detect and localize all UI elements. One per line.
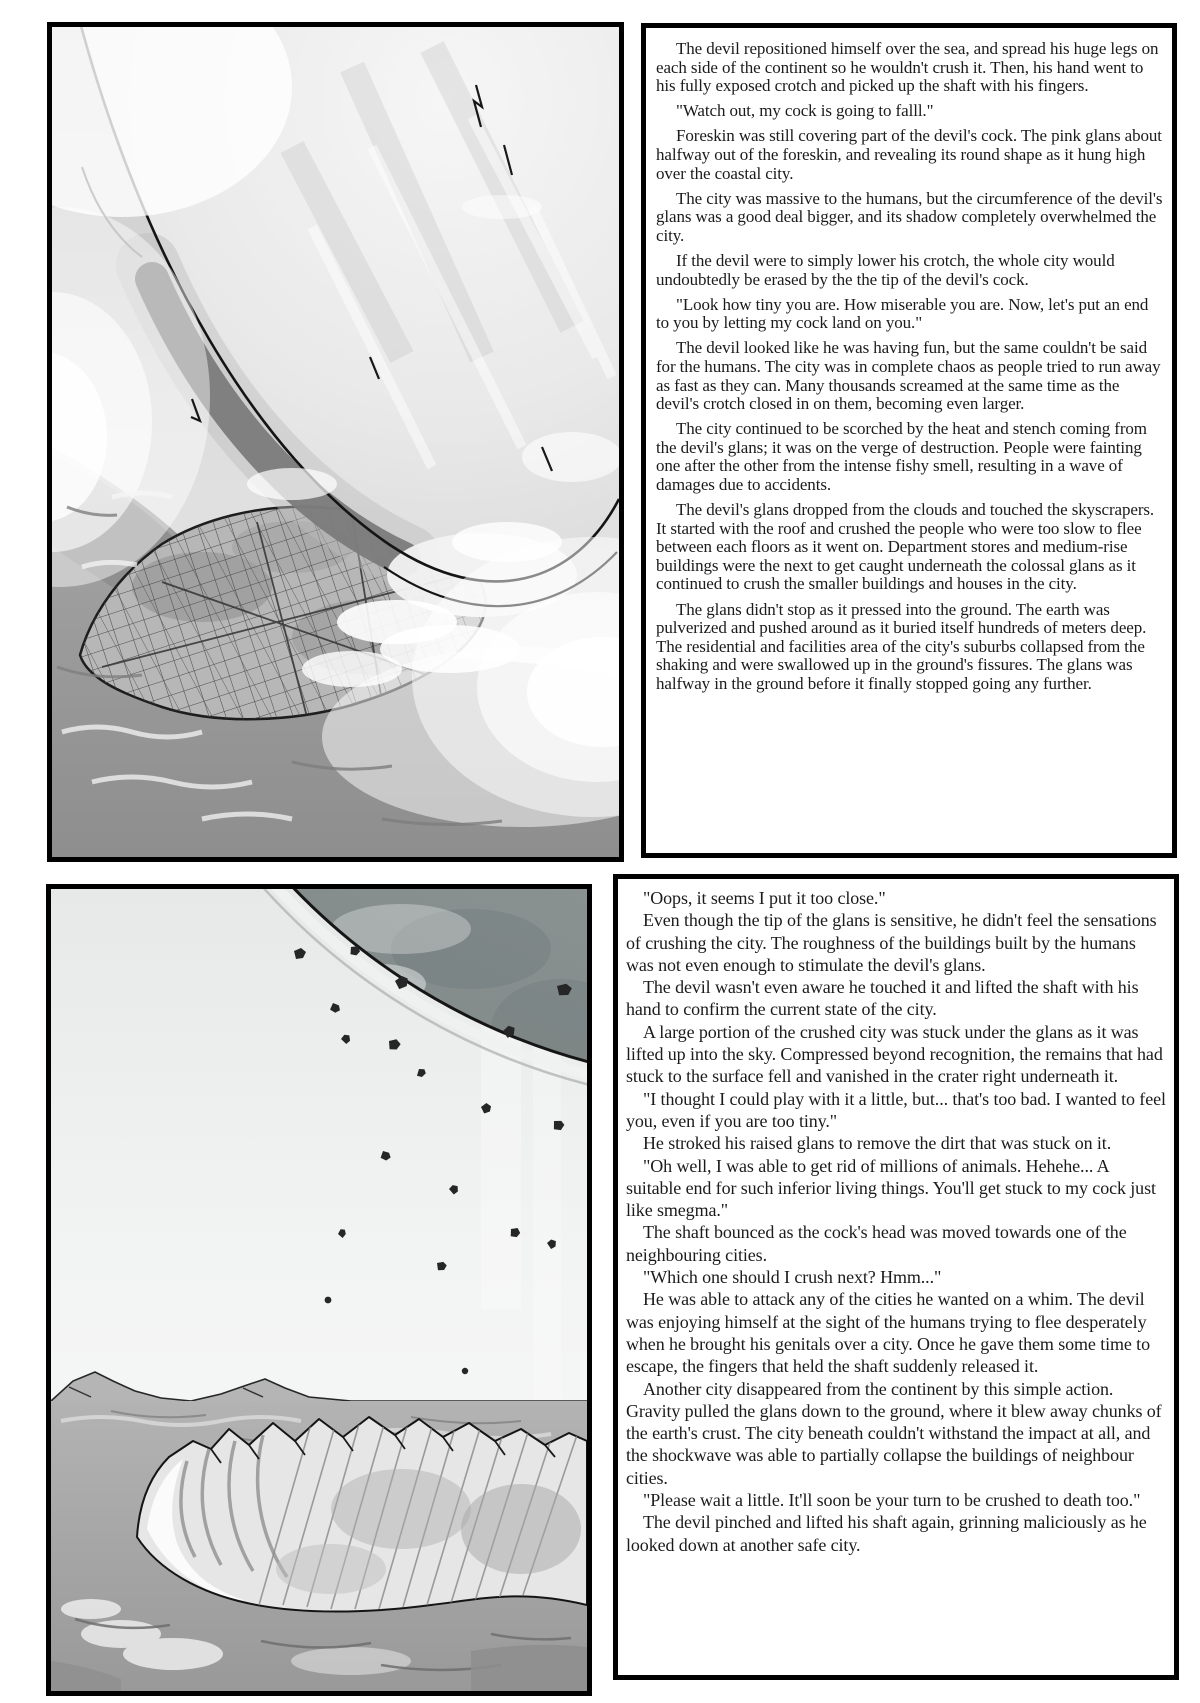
story-text-panel-bottom [613, 874, 1179, 1680]
story-paragraph: The glans didn't stop as it pressed into the ground. The earth was pulverized and pushed around as it buried itself hundreds of meters deep. The residential and facilities area of the city's suburbs collapsed from the shaking and were swallowed up in the ground's fissures. The glans was halfway in the ground before it finally stopped going any further. [656, 599, 1147, 693]
story-paragraph: The devil wasn't even aware he touched it and lifted the shaft with his hand to confirm the current state of the city. [626, 977, 1139, 1020]
illustration-panel-glans-over-city [47, 22, 624, 862]
story-paragraph: He stroked his raised glans to remove the dirt that was stuck on it. [643, 1133, 1112, 1154]
glans-over-city-illustration [52, 27, 619, 857]
story-paragraph: Even though the tip of the glans is sensitive, he didn't feel the sensations of crushing the city. The roughness of the buildings built by the humans was not even enough to stimulate the devil's glans. [626, 910, 1157, 975]
story-text-bottom [618, 879, 1174, 1675]
tsunami-wave [137, 1417, 587, 1612]
story-paragraph: He was able to attack any of the cities he wanted on a whim. The devil was enjoying himself at the sight of the humans trying to flee desperately when he brought his genitals over a city. Once he gave them some time to escape, the fingers that held the shaft suddenly released it. [626, 1289, 1150, 1377]
story-paragraph: If the devil were to simply lower his crotch, the whole city would undoubtedly be erased by the the tip of the devil's cock. [656, 250, 1115, 289]
story-paragraph: Foreskin was still covering part of the devil's cock. The pink glans about halfway out of the foreskin, and revealing its round shape as it hung high over the coastal city. [656, 126, 1162, 183]
story-paragraph: The devil repositioned himself over the sea, and spread his huge legs on each side of the continent so he wouldn't crush it. Then, his hand went to his fully exposed crotch and picked up the shaft with his fingers. [656, 39, 1159, 96]
story-paragraph: The devil's glans dropped from the clouds and touched the skyscrapers. It started with the roof and crushed the people who were too slow to flee between each floors as it went on. Department stores and medium-rise buildings were the next to get caught underneath the colossal glans as it continued to crush the smaller buildings and houses in the city. [656, 500, 1155, 594]
story-text-panel-top [641, 23, 1177, 858]
illustration-panel-lifted-glans-crater [46, 884, 592, 1696]
story-paragraph: "Watch out, my cock is going to falll." [676, 101, 934, 121]
story-paragraph: The devil pinched and lifted his shaft again, grinning maliciously as he looked down at another safe city. [626, 1512, 1147, 1555]
story-paragraph: "Please wait a little. It'll soon be your turn to be crushed to death too." [643, 1490, 1141, 1511]
story-paragraph: The devil looked like he was having fun, but the same couldn't be said for the humans. The city was in complete chaos as people tried to run away as fast as they can. Many thousands screamed at the same time as the devil's crotch closed in on them, becoming even larger. [656, 338, 1161, 414]
story-paragraph: "Oops, it seems I put it too close." [643, 888, 886, 908]
story-paragraph: The city continued to be scorched by the heat and stench coming from the devil's glans; it was on the verge of destruction. People were fainting one after the other from the intense fishy smell, resulting in a wave of damages due to accidents. [656, 419, 1147, 494]
story-paragraph: "Look how tiny you are. How miserable you are. Now, let's put an end to you by letting my cock land on you." [656, 294, 1149, 333]
story-paragraph: The city was massive to the humans, but the circumference of the devil's glans was a good deal bigger, and its shadow completely overwhelmed the city. [656, 188, 1163, 245]
story-paragraph: "Which one should I crush next? Hmm..." [643, 1267, 942, 1288]
story-paragraph: Another city disappeared from the continent by this simple action. Gravity pulled the glans down to the ground, where it blew away chunks of the earth's crust. The city beneath couldn't withstand the impact at all, and the shockwave was able to partially collapse the buildings of neighbour cities. [626, 1378, 1162, 1488]
story-paragraph: "Oh well, I was able to get rid of millions of animals. Hehehe... A suitable end for such inferior living things. You'll get stuck to my cock just like smegma." [626, 1155, 1156, 1221]
story-paragraph: "I thought I could play with it a little, but... that's too bad. I wanted to feel you, even if you are too tiny." [626, 1088, 1166, 1131]
story-paragraph: The shaft bounced as the cock's head was moved towards one of the neighbouring cities. [626, 1222, 1127, 1265]
lifted-glans-and-crater-illustration [51, 889, 587, 1691]
story-text-top [646, 28, 1172, 853]
story-paragraph: A large portion of the crushed city was stuck under the glans as it was lifted up into the sky. Compressed beyond recognition, the remains that had stuck to the surface fell and vanished in the crater right underneath it. [626, 1021, 1163, 1087]
